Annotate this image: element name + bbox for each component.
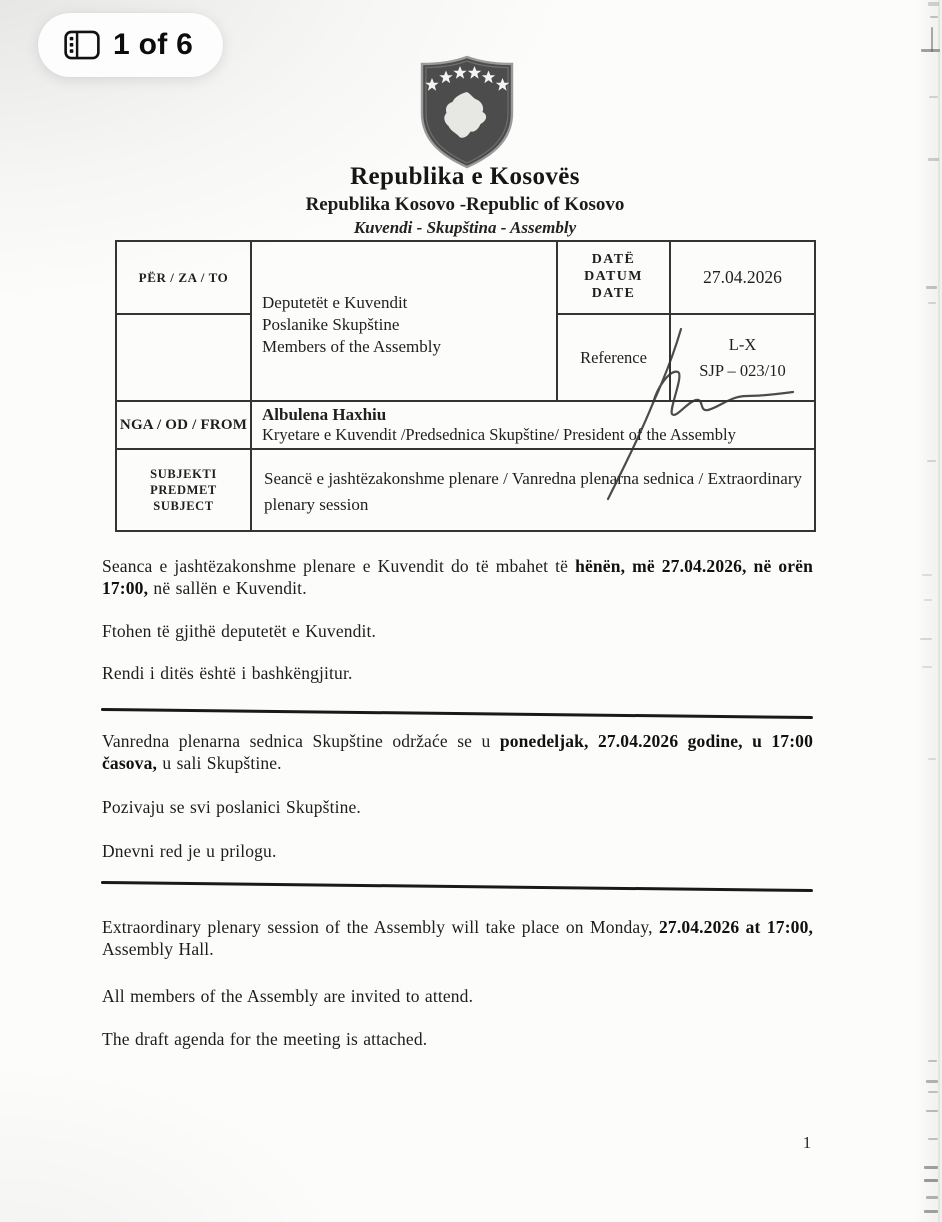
paragraph-albanian-3: Rendi i ditës është i bashkëngjitur. xyxy=(102,663,353,683)
memo-header-table xyxy=(115,240,816,532)
page-indicator-label: 1 of 6 xyxy=(113,28,194,61)
paragraph-albanian-2: Ftohen të gjithë deputetët e Kuvendit. xyxy=(102,621,377,641)
pages-sidebar-icon xyxy=(64,30,100,60)
kosovo-coat-of-arms xyxy=(414,55,520,169)
paragraph-english-3: The draft agenda for the meeting is attached. xyxy=(102,1029,428,1049)
paragraph-serbian-1: Vanredna plenarna sednica Skupštine održaće se u ponedeljak, 27.04.2026 godine, u 17:00 časova, u sali Skupštine. xyxy=(102,731,813,773)
page-indicator[interactable] xyxy=(38,13,223,77)
date-label: DATË DATUM DATE xyxy=(557,241,670,314)
from-label: NGA / OD / FROM xyxy=(116,401,251,449)
letterhead xyxy=(0,163,930,238)
date-value: 27.04.2026 xyxy=(670,241,815,314)
recipient-line: Deputetët e Kuvendit xyxy=(262,293,408,313)
paragraph-serbian-3: Dnevni red je u prilogu. xyxy=(102,841,277,861)
subject-label: SUBJEKTI PREDMET SUBJECT xyxy=(116,449,251,531)
section-divider xyxy=(101,708,813,719)
paragraph-serbian-2: Pozivaju se svi poslanici Skupštine. xyxy=(102,797,361,817)
paragraph-albanian-1: Seanca e jashtëzakonshme plenare e Kuvendit do të mbahet të hënën, më 27.04.2026, në orën 17:00, në sallën e Kuvendit. xyxy=(102,556,813,598)
reference-value: L-X SJP – 023/10 xyxy=(670,314,815,401)
shield-icon xyxy=(414,55,520,169)
recipient-line: Poslanike Skupštine xyxy=(262,315,400,335)
recipient-line: Members of the Assembly xyxy=(262,336,441,356)
recipients-cell xyxy=(251,241,557,401)
title-republika-e-kosoves: Republika e Kosovës xyxy=(350,163,580,190)
title-assembly: Kuvendi - Skupština - Assembly xyxy=(353,218,577,237)
to-label: PËR / ZA / TO xyxy=(116,241,251,314)
reference-label: Reference xyxy=(557,314,670,401)
from-cell xyxy=(251,401,815,449)
from-name: Albulena Haxhiu xyxy=(262,405,387,424)
from-title: Kryetare e Kuvendit /Predsednica Skupštine/ President of the Assembly xyxy=(262,425,736,445)
empty-cell xyxy=(116,314,251,401)
paragraph-english-2: All members of the Assembly are invited to attend. xyxy=(102,986,474,1006)
section-divider xyxy=(101,881,813,892)
title-republic-of-kosovo: Republika Kosovo -Republic of Kosovo xyxy=(305,194,625,215)
paragraph-english-1: Extraordinary plenary session of the Assembly will take place on Monday, 27.04.2026 at 17:00, Assembly Hall. xyxy=(102,917,813,959)
subject-cell: Seancë e jashtëzakonshme plenare / Vanredna plenarna sednica / Extraordinary plenary session xyxy=(251,449,815,531)
page-number: 1 xyxy=(802,1133,812,1152)
